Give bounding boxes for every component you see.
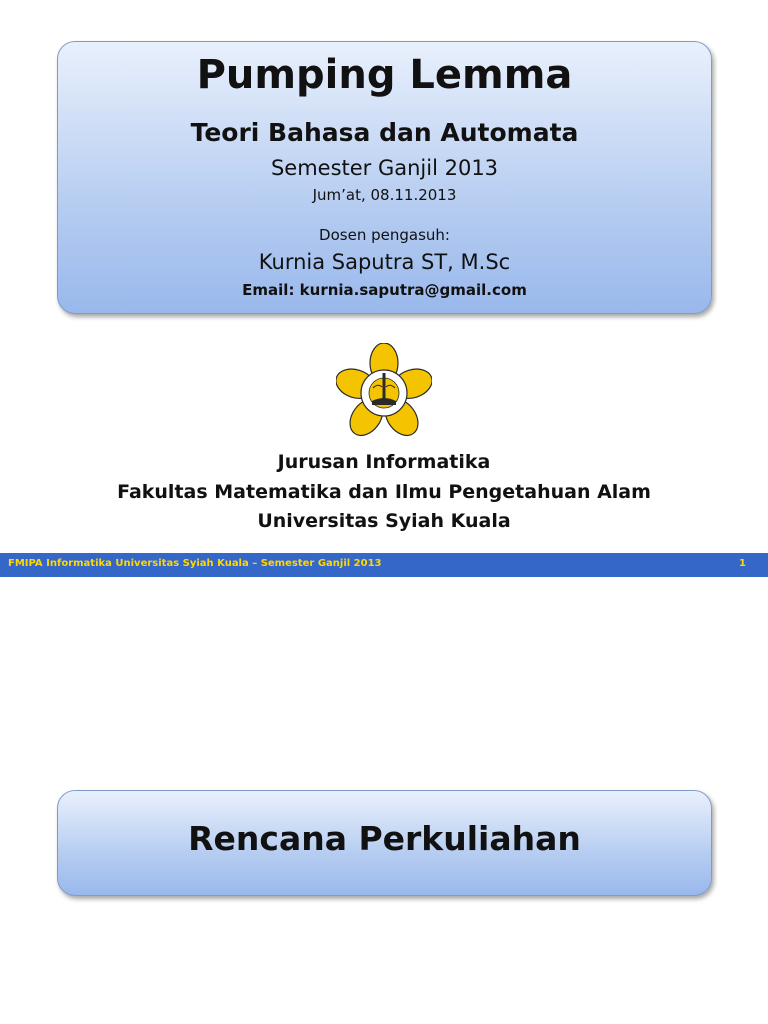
slide-2 xyxy=(0,578,768,1024)
semester-label: Semester Ganjil 2013 xyxy=(270,156,499,180)
faculty-name: Fakultas Matematika dan Ilmu Pengetahuan Alam xyxy=(117,481,651,503)
title-box xyxy=(57,790,712,896)
title-box xyxy=(57,41,712,314)
lecturer-label: Dosen pengasuh: xyxy=(319,226,450,244)
page-number: 1 xyxy=(739,558,746,569)
lecture-date: Jum’at, 08.11.2013 xyxy=(312,186,457,204)
footer-text: FMIPA Informatika Universitas Syiah Kuala – Semester Ganjil 2013 xyxy=(8,558,382,569)
slide-title: Rencana Perkuliahan xyxy=(188,819,581,858)
presentation-title: Pumping Lemma xyxy=(196,52,573,98)
university-name: Universitas Syiah Kuala xyxy=(257,510,511,532)
department-name: Jurusan Informatika xyxy=(277,451,491,473)
slide-footer xyxy=(0,553,768,577)
lecturer-name: Kurnia Saputra ST, M.Sc xyxy=(258,250,511,274)
university-syiah-kuala-logo xyxy=(336,343,432,437)
lecturer-email: Email: kurnia.saputra@gmail.com xyxy=(242,281,527,299)
course-name: Teori Bahasa dan Automata xyxy=(190,118,579,147)
